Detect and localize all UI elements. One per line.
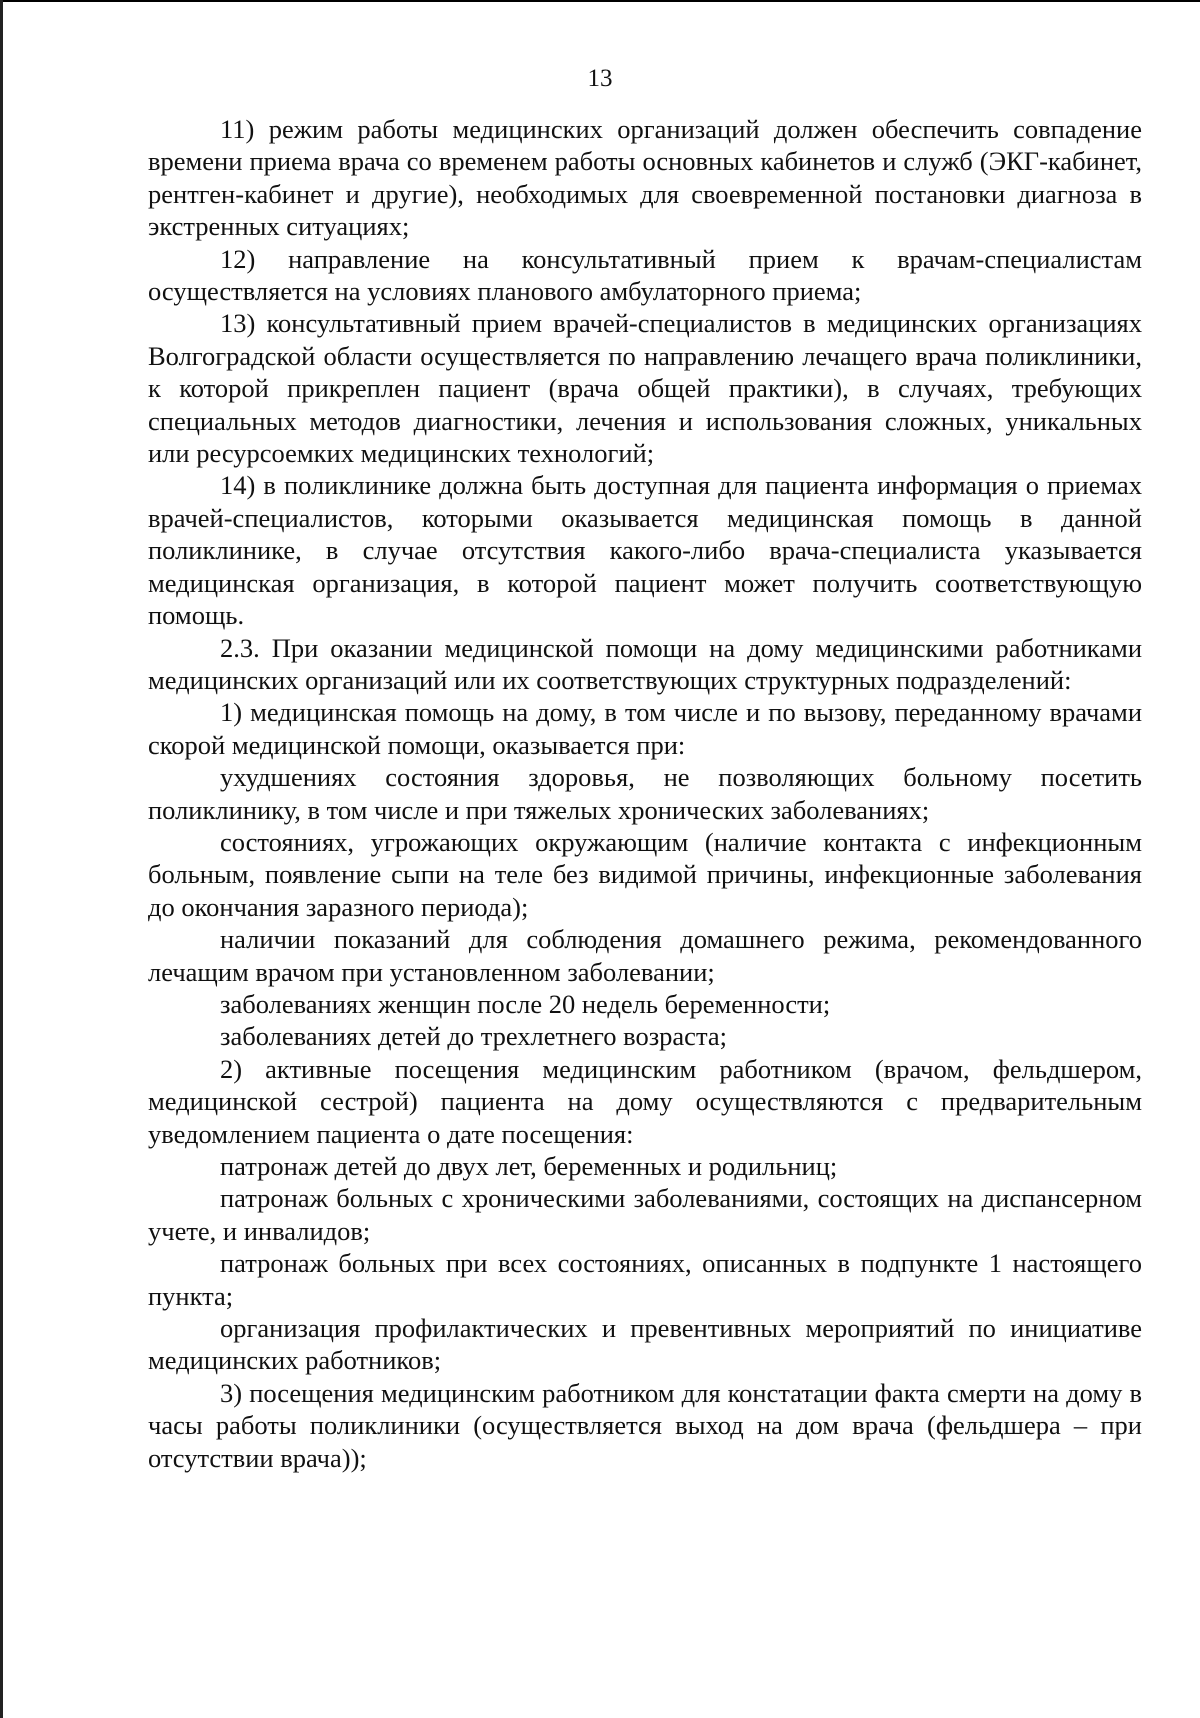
paragraph-patronage-children: патронаж детей до двух лет, беременных и родильниц; <box>220 1151 838 1181</box>
paragraph-item-14: 14) в поликлинике должна быть доступная для пациента информация о приемах врачей-специалистов, которыми оказывается медицинская помощь в данной поликлинике, в случае отсутствия какого-либо врача-специалиста указывается медицинская организация, в которой пациент может получить соответствующую помощь. <box>148 470 1142 631</box>
paragraph-condition-pregnancy: заболеваниях женщин после 20 недель беременности; <box>220 988 831 1019</box>
scan-edge-left <box>0 0 3 1718</box>
paragraph-section-2-3: 2.3. При оказании медицинской помощи на дому медицинскими работниками медицинских организаций или их соответствующих структурных подразделений: <box>148 632 1142 695</box>
paragraph-condition-contagious: состояниях, угрожающих окружающим (наличие контакта с инфекционным больным, появление сыпи на теле без видимой причины, инфекционные заболевания до окончания заразного периода); <box>148 826 1142 922</box>
scan-edge-top <box>0 0 1200 2</box>
paragraph-subitem-2: 2) активные посещения медицинским работником (врачом, фельдшером, медицинской сестрой) пациента на дому осуществляются с предварительным уведомлением пациента о дате посещения: <box>148 1053 1142 1149</box>
paragraph-item-12: 12) направление на консультативный прием к врачам-специалистам осуществляется на условиях планового амбулаторного приема; <box>148 243 1142 307</box>
document-body <box>148 113 1142 1474</box>
paragraph-item-13: 13) консультативный прием врачей-специалистов в медицинских организациях Волгоградской области осуществляется по направлению лечащего врача поликлиники, к которой прикреплен пациент (врача общей практики), в случаях, требующих специальных методов диагностики, лечения и использования сложных, уникальных или ресурсоемких медицинских технологий; <box>148 308 1142 469</box>
paragraph-patronage-chronic: патронаж больных с хроническими заболеваниями, состоящих на диспансерном учете, и инвалидов; <box>148 1183 1142 1246</box>
page-number: 13 <box>587 65 613 92</box>
paragraph-subitem-3: 3) посещения медицинским работником для констатации факта смерти на дому в часы работы поликлиники (осуществляется выход на дом врача (фельдшера – при отсутствии врача)); <box>148 1377 1142 1473</box>
paragraph-item-11: 11) режим работы медицинских организаций должен обеспечить совпадение времени приема врача со временем работы основных кабинетов и служб (ЭКГ-кабинет, рентген-кабинет и другие), необходимых для своевременной постановки диагноза в экстренных ситуациях; <box>148 114 1142 242</box>
paragraph-condition-home-regime: наличии показаний для соблюдения домашнего режима, рекомендованного лечащим врачом при установленном заболевании; <box>148 924 1142 987</box>
paragraph-condition-health: ухудшениях состояния здоровья, не позволяющих больному посетить поликлинику, в том числе и при тяжелых хронических заболеваниях; <box>148 762 1142 825</box>
paragraph-subitem-1: 1) медицинская помощь на дому, в том числе и по вызову, переданному врачами скорой медицинской помощи, оказывается при: <box>148 697 1142 760</box>
paragraph-patronage-all-states: патронаж больных при всех состояниях, описанных в подпункте 1 настоящего пункта; <box>148 1248 1142 1311</box>
paragraph-condition-children: заболеваниях детей до трехлетнего возраста; <box>220 1021 727 1052</box>
paragraph-prevention: организация профилактических и превентивных мероприятий по инициативе медицинских работников; <box>148 1313 1142 1376</box>
